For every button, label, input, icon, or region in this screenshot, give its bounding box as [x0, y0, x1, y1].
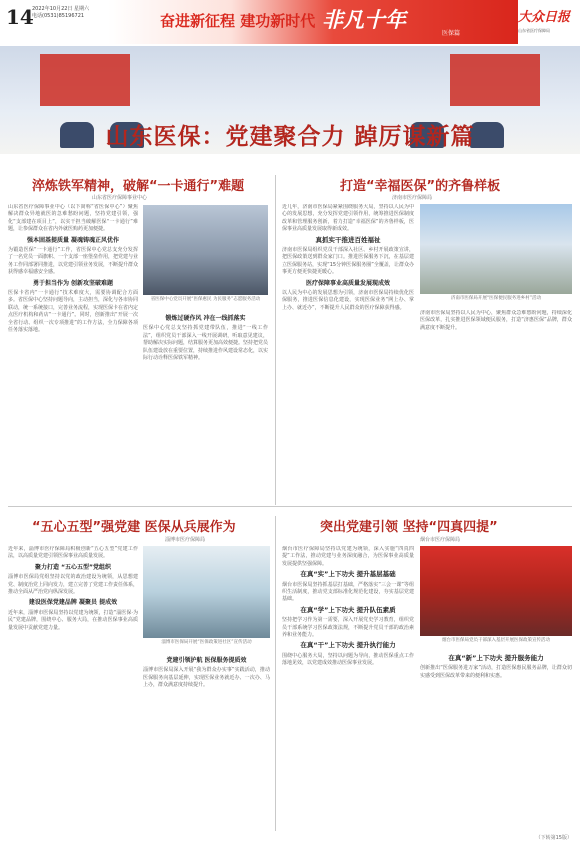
article-3-title: “五心五型”强党建 医保从兵展作为: [32, 520, 236, 535]
article-3-photo: [143, 546, 270, 638]
subheading: 在真“实”上下功夫 提升基层基础: [300, 570, 396, 579]
subheading: 锻炼过硬作风 冲在一线抓落实: [165, 315, 246, 322]
subheading: 勇于担当作为 创新攻坚破难题: [32, 279, 114, 287]
page-header: [0, 0, 580, 44]
feature-title: 非凡十年: [322, 7, 406, 32]
article-2-col-1: 近几年，济南市医保局紧紧围绕服务大局，坚持以人民为中心的发展思想，充分发挥党建引领作用，统筹推进医保制度改革和管理服务创新，着力打造“幸福医保”的齐鲁样板，医保事业高质量发展取得新成效。 真抓实干推进百姓福祉 济南市医保局组织党员干部深入社区、乡村开展政策宣讲，把医保政策送到群众家门口。推进医保服务下沉，在基层建立医保服务站，实现“15分钟医保服务圈”全覆盖，让群众办事更方便更快捷更暖心。 医疗保障事业高质量发展现成效 以人民为中心的发展思想为引领，济南市医保局持续优化医保服务，推进医保信息化建设，实现医保业务“网上办、掌上办、就近办”，不断提升人民群众的医疗保障获得感。: [282, 204, 414, 311]
subheading: 党建引领护航 医保服务提质效: [166, 657, 247, 664]
article-3-byline: 淄博市医疗保障局: [165, 537, 206, 543]
flag-shape: [450, 54, 540, 106]
article-1-title: 淬炼铁军精神，破解“一卡通行”难题: [32, 179, 245, 194]
article-1-caption: 省医保中心党员开展“医保惠民 为民服务”志愿服务活动: [150, 297, 261, 302]
subheading: 聚力打造 “五心五型”党组织: [35, 563, 111, 571]
continued-note: （下转第15版）: [535, 835, 572, 841]
article-4-byline: 烟台市医疗保障局: [420, 537, 461, 543]
subheading: 真抓实干推进百姓福祉: [315, 235, 381, 244]
newspaper-logo: 大众日报: [518, 10, 571, 25]
subheading: 在真“学”上下功夫 提升队伍素质: [300, 605, 396, 614]
article-3-col-1: 近年来，淄博市医疗保障局积极创新“五心五型”党建工作法，以高质量党建引领医保事业高质量发展。 聚力打造 “五心五型”党组织 淄博市医保局党组坚持以党的政治建设为统领，从思想建党、制度治党上同向发力，建立完善了党建工作责任体系，推动全面从严治党向纵深发展。 建设医保党建品牌 凝聚员 提成效 近年来，淄博市医保局坚持以党建为统领，打造“淄医保·为民”党建品牌，围绕中心、服务大局，在推动医保事业高质量发展中贡献党建力量。: [8, 546, 138, 631]
feature-subtitle: 医保篇: [442, 30, 461, 37]
article-2-col-2: 济南市医保局坚持以人民为中心，聚焦群众急难愁盼问题，持续深化医保改革，扎实推进医保领域便民服务，打造“济惠医保”品牌，群众满意度不断提升。: [420, 310, 572, 331]
article-1-col-1: 山东省医疗保障事业中心（以下简称“省医保中心”）聚焦解决群众异地就医的急难愁盼问题，坚持党建引领，强化“支部建在项目上”，以实干担当破解医保“一卡通行”难题，让参保群众在省内外就医购药更加便捷。 强本固基提质量 凝魂铸魂正风优作 为锻造医保“一卡通行”工作，省医保中心党总支充分发挥了一名党员一面旗帜、一个支部一座堡垒作用，把党建与业务工作同部署同推进，以党建引领业务发展，不断提升群众获得感幸福感安全感。 勇于担当作为 创新攻坚破难题 医保卡省内“一卡通行”技术难度大，需要协调配合方面多。省医保中心坚持问题导向，主动担当，深化与各市协同联动，统一系统接口，完善业务流程，实现医保卡在省内定点医疗机构和药店“一卡通行”。同时，创新推出“开展一次全省行动、组织一次专项推进”的工作方法，全力保障各项任务落实落地。: [8, 204, 138, 334]
newspaper-logo-sub: 山东省医疗保障局: [518, 28, 550, 33]
article-1-byline: 山东省医疗保障事业中心: [92, 195, 148, 201]
subheading: 在真“新”上下功夫 提升服务能力: [448, 654, 544, 662]
page-number: 14: [6, 5, 34, 29]
article-2-photo: [420, 204, 572, 294]
article-2-title: 打造“幸福医保”的齐鲁样板: [340, 179, 501, 194]
issue-date: 2022年10月22日 星期六 电话(0531)85196721: [32, 6, 90, 19]
article-4-col-1: 烟台市医疗保障局坚持以党建为统领，深入实施“四真四提”工作法，推动党建与业务深度融合，为医保事业高质量发展提供坚强保障。 在真“实”上下功夫 提升基层基础 烟台市医保局坚持抓基层打基础，严格落实“三会一课”等组织生活制度，推动党支部标准化规范化建设，夯实基层党建基础。 在真“学”上下功夫 提升队伍素质 坚持把学习作为第一需要，深入开展党史学习教育，组织党员干部系统学习医保政策法规，不断提升党员干部的政治素养和业务能力。 在真“干”上下功夫 提升执行能力 围绕中心服务大局，坚持以问题为导向，推动医保重点工作落地见效，以党建成效推动医保事业发展。: [282, 546, 414, 667]
article-4-title: 突出党建引领 坚持“四真四提”: [320, 520, 498, 535]
subheading: 建设医保党建品牌 凝聚员 提成效: [28, 599, 118, 607]
article-1-photo: [143, 205, 268, 295]
article-3-caption: 淄博市医保局开展“医保政策进社区”宣传活动: [161, 640, 252, 645]
column-divider: [275, 175, 276, 505]
article-2-byline: 济南市医疗保障局: [392, 195, 433, 201]
subheading: 医疗保障事业高质量发展现成效: [305, 279, 390, 287]
slogan: 奋进新征程 建功新时代: [160, 12, 316, 30]
subheading: 在真“干”上下功夫 提升执行能力: [300, 641, 396, 650]
column-divider: [275, 516, 276, 831]
article-4-col-2: 在真“新”上下功夫 提升服务能力 创新推出“医保服务进万家”活动，打造医保惠民服务品牌，让群众切实感受到医保改革带来的便利和实惠。: [420, 654, 572, 679]
article-4-photo: [420, 546, 572, 636]
subheading: 强本固基提质量 凝魂铸魂正风优作: [26, 236, 120, 244]
article-3-col-2: 党建引领护航 医保服务提质效 淄博市医保局深入开展“我为群众办实事”实践活动，推动医保服务向基层延伸，实现医保业务就近办、一次办、马上办，群众满意度持续提升。: [143, 657, 270, 689]
article-4-caption: 烟台市医保局党员干部深入基层开展医保政策宣传活动: [442, 638, 550, 643]
article-2-caption: 济南市医保局开展“医保便民服务进乡村”活动: [450, 296, 542, 301]
page-title: 山东医保：党建聚合力 踔厉谋新篇: [105, 124, 475, 150]
flag-shape: [40, 54, 130, 106]
article-1-col-2: 锻炼过硬作风 冲在一线抓落实 医保中心党总支坚持抓党建带队伍，推进“一线工作法”，组织党员干部深入一线开展调研，听取意见建议，帮助解决实际问题，结算服务更加高效便捷。坚持把党员队伍建设放在重要位置，持续推进作风建设常态化，以实际行动诠释医保铁军精神。: [143, 315, 268, 362]
section-divider: [8, 506, 572, 507]
